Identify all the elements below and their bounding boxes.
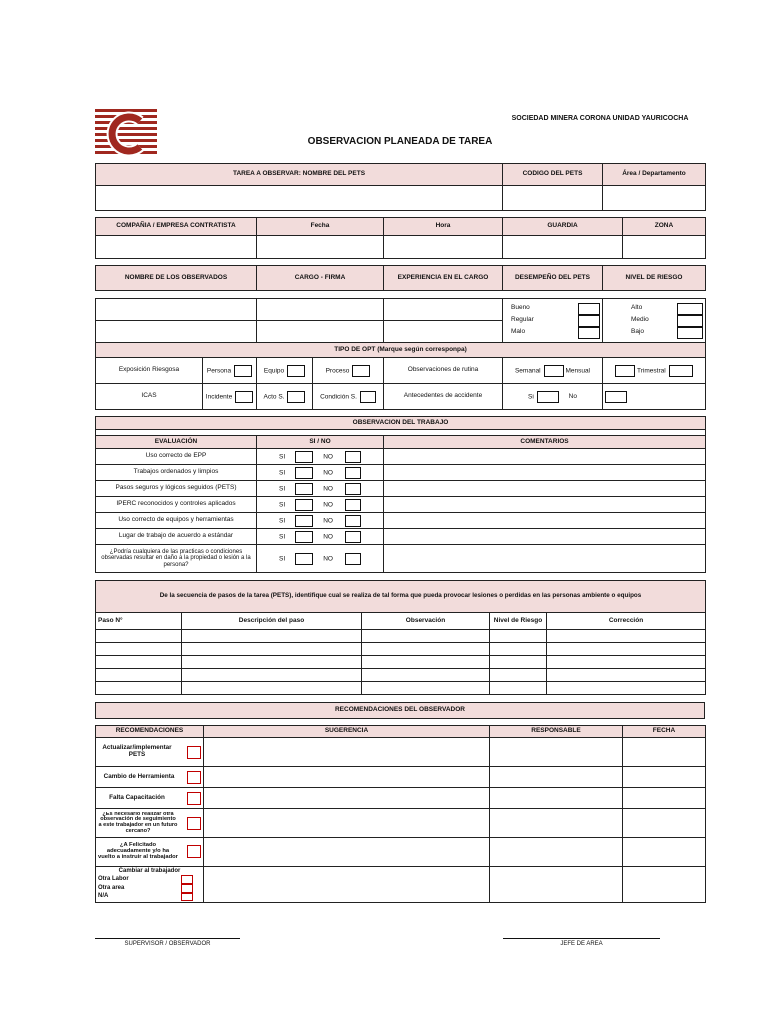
recommendations-title: RECOMENDACIONES DEL OBSERVADOR [96, 703, 705, 719]
table-row [96, 481, 706, 497]
step-cell[interactable] [547, 630, 706, 643]
evaluation-item: Uso correcto de equipos y herramientas [96, 513, 257, 529]
table-row [96, 545, 706, 573]
recommendations-table [95, 725, 706, 903]
experience-field[interactable] [384, 299, 503, 321]
person-label: Persona [206, 367, 232, 375]
yes-no-cell [257, 481, 384, 497]
yes-label: SI [279, 453, 286, 461]
icas-label: ICAS [96, 384, 203, 410]
weekly-label: Semanal [514, 367, 541, 375]
history-options-2 [603, 384, 706, 410]
evaluation-item: IPERC reconocidos y controles aplicados [96, 497, 257, 513]
step-number-header: Paso N° [96, 613, 182, 630]
company-table [95, 217, 706, 259]
table-row [96, 643, 706, 656]
step-correction-header: Corrección [547, 613, 706, 630]
table-row [96, 630, 706, 643]
rec-date-header: FECHA [623, 726, 706, 738]
bad-label: Malo [511, 328, 526, 336]
evaluation-item: Trabajos ordenados y limpios [96, 465, 257, 481]
step-cell[interactable] [490, 656, 547, 669]
history-label: Antecedentes de accidente [384, 384, 503, 410]
yes-label: SI [279, 469, 286, 477]
company-field[interactable] [96, 236, 257, 259]
work-observation-header: OBSERVACION DEL TRABAJO [96, 417, 706, 430]
table-row [96, 809, 706, 838]
recommendation-label: Actualizar/implementar PETS [102, 744, 172, 758]
no-label: NO [323, 469, 333, 477]
responsible-header: RESPONSABLE [490, 726, 623, 738]
yes-no-cell [257, 449, 384, 465]
suggestion-field[interactable] [204, 767, 490, 788]
comment-field[interactable] [384, 545, 706, 573]
incident-checkbox[interactable] [235, 391, 253, 403]
recommendation-checkbox[interactable] [187, 746, 201, 759]
risk-level-header: NIVEL DE RIESGO [603, 266, 706, 291]
evaluation-item: ¿Podría cualquiera de las practicas o condiciones observadas resultar en daño a la propiedad o lesión a la persona? [96, 545, 257, 573]
yes-checkbox[interactable] [295, 553, 313, 565]
responsible-field[interactable] [490, 838, 623, 867]
change-worker-cell [96, 867, 204, 903]
recommendation-checkbox[interactable] [187, 817, 201, 830]
rec-date-field[interactable] [623, 738, 706, 767]
table-row [96, 682, 706, 695]
frequency-options-2 [603, 358, 706, 384]
step-cell[interactable] [362, 643, 490, 656]
process-label: Proceso [325, 367, 350, 375]
history-no-checkbox[interactable] [605, 391, 627, 403]
recommendation-label: Cambio de Herramienta [103, 772, 175, 780]
opt-type-header: TIPO DE OPT (Marque según corresponpa) [96, 343, 706, 358]
comments-header: COMENTARIOS [384, 436, 706, 449]
steps-intro: De la secuencia de pasos de la tarea (PETS), identifique cual se realiza de tal forma que pueda provocar lesiones o perdidas en las personas ambiente o equipos [96, 581, 706, 613]
no-checkbox[interactable] [345, 515, 361, 527]
observed-header-table [95, 265, 706, 291]
step-cell[interactable] [362, 656, 490, 669]
no-checkbox[interactable] [345, 499, 361, 511]
unsafe-condition-label: Condición S. [320, 393, 357, 401]
comment-field[interactable] [384, 481, 706, 497]
yes-no-header: SI / NO [257, 436, 384, 449]
recommendations-header: RECOMENDACIONES [96, 726, 204, 738]
step-cell[interactable] [362, 682, 490, 695]
responsible-field[interactable] [490, 809, 623, 838]
time-header: Hora [384, 218, 503, 236]
task-field[interactable] [96, 186, 503, 211]
high-checkbox[interactable] [677, 303, 703, 315]
table-row [96, 669, 706, 682]
area-chief-signature: JEFE DE AREA [503, 938, 660, 947]
frequency-options [503, 358, 603, 384]
history-no-label: No [568, 393, 577, 401]
recommendation-label: Falta Capacitación [109, 793, 165, 801]
recommendations-title-table [95, 702, 705, 719]
step-observation-header: Observación [362, 613, 490, 630]
no-label: NO [323, 501, 333, 509]
observed-name-field-2[interactable] [96, 321, 257, 343]
regular-label: Regular [511, 316, 534, 324]
evaluation-item: Lugar de trabajo de acuerdo a estándar [96, 529, 257, 545]
suggestion-header: SUGERENCIA [204, 726, 490, 738]
suggestion-field[interactable] [204, 838, 490, 867]
shift-field[interactable] [503, 236, 623, 259]
unsafe-condition-checkbox[interactable] [360, 391, 376, 403]
experience-field-2[interactable] [384, 321, 503, 343]
no-label: NO [323, 453, 333, 461]
yes-no-cell [257, 465, 384, 481]
responsible-field[interactable] [490, 738, 623, 767]
regular-checkbox[interactable] [578, 315, 600, 327]
table-row [96, 767, 706, 788]
yes-label: SI [279, 485, 286, 493]
low-label: Bajo [631, 328, 645, 336]
history-options [503, 384, 603, 410]
monthly-checkbox[interactable] [615, 365, 635, 377]
history-yes-label: Si [528, 393, 534, 401]
no-checkbox[interactable] [345, 483, 361, 495]
yes-no-cell [257, 497, 384, 513]
position-field[interactable] [257, 299, 384, 321]
position-header: CARGO - FIRMA [257, 266, 384, 291]
task-header: TAREA A OBSERVAR: NOMBRE DEL PETS [96, 164, 503, 186]
steps-table [95, 580, 706, 695]
code-header: CODIGO DEL PETS [503, 164, 603, 186]
responsible-field[interactable] [490, 767, 623, 788]
step-cell[interactable] [182, 643, 362, 656]
yes-checkbox[interactable] [295, 499, 313, 511]
work-observation-table [95, 416, 706, 573]
performance-header: DESEMPEÑO DEL PETS [503, 266, 603, 291]
unsafe-act-option [257, 384, 313, 410]
good-label: Bueno [511, 304, 530, 312]
step-cell[interactable] [490, 669, 547, 682]
step-cell[interactable] [96, 669, 182, 682]
change-worker-label: Cambiar al trabajador [118, 868, 181, 875]
observed-table [95, 298, 706, 410]
unsafe-act-checkbox[interactable] [287, 391, 305, 403]
yes-no-cell [257, 545, 384, 573]
history-yes-checkbox[interactable] [537, 391, 559, 403]
yes-checkbox[interactable] [295, 531, 313, 543]
yes-checkbox[interactable] [295, 451, 313, 463]
rec-date-field[interactable] [623, 809, 706, 838]
comment-field[interactable] [384, 513, 706, 529]
yes-checkbox[interactable] [295, 483, 313, 495]
table-row [96, 529, 706, 545]
page-title: OBSERVACION PLANEADA DE TAREA [307, 136, 493, 147]
incident-option [203, 384, 257, 410]
table-row [96, 656, 706, 669]
other-area-checkbox[interactable] [181, 884, 193, 893]
evaluation-header: EVALUACIÓN [96, 436, 257, 449]
responsible-field[interactable] [490, 867, 623, 903]
weekly-checkbox[interactable] [544, 365, 564, 377]
zone-header: ZONA [623, 218, 706, 236]
time-field[interactable] [384, 236, 503, 259]
no-checkbox[interactable] [345, 553, 361, 565]
step-risk-header: Nivel de Riesgo [490, 613, 547, 630]
unsafe-condition-option [313, 384, 384, 410]
no-label: NO [323, 517, 333, 525]
company-header: COMPAÑIA / EMPRESA CONTRATISTA [96, 218, 257, 236]
na-label: N/A [98, 893, 109, 900]
observed-name-header: NOMBRE DE LOS OBSERVADOS [96, 266, 257, 291]
other-area-label: Otra area [98, 884, 125, 891]
table-row [96, 788, 706, 809]
no-label: NO [323, 485, 333, 493]
rec-date-field[interactable] [623, 788, 706, 809]
code-field[interactable] [503, 186, 603, 211]
evaluation-item: Uso correcto de EPP [96, 449, 257, 465]
supervisor-signature: SUPERVISOR / OBSERVADOR [95, 938, 240, 947]
step-cell[interactable] [182, 682, 362, 695]
step-cell[interactable] [547, 682, 706, 695]
table-row [96, 838, 706, 867]
suggestion-field[interactable] [204, 788, 490, 809]
equipment-label: Equipo [263, 367, 285, 375]
step-cell[interactable] [362, 669, 490, 682]
comment-field[interactable] [384, 497, 706, 513]
table-row [96, 867, 706, 903]
quarterly-label: Trimestral [637, 367, 666, 375]
table-row [96, 513, 706, 529]
medium-checkbox[interactable] [677, 315, 703, 327]
process-checkbox[interactable] [352, 365, 370, 377]
recommendation-item [96, 738, 204, 767]
recommendation-item [96, 809, 204, 838]
recommendation-checkbox[interactable] [187, 792, 201, 805]
comment-field[interactable] [384, 529, 706, 545]
no-label: NO [323, 533, 333, 541]
recommendation-label: ¿A Felicitado adecuadamente y/o ha vuelto a instruir al trabajador [98, 842, 178, 860]
step-cell[interactable] [182, 669, 362, 682]
low-checkbox[interactable] [677, 327, 703, 339]
equipment-option [257, 358, 313, 384]
step-description-header: Descripción del paso [182, 613, 362, 630]
step-cell[interactable] [182, 656, 362, 669]
medium-label: Medio [631, 316, 649, 324]
step-cell[interactable] [96, 643, 182, 656]
date-field[interactable] [257, 236, 384, 259]
incident-label: Incidente [205, 393, 233, 401]
step-cell[interactable] [182, 630, 362, 643]
no-label: NO [323, 555, 333, 563]
unsafe-act-label: Acto S. [263, 393, 285, 401]
recommendation-item [96, 838, 204, 867]
person-option [203, 358, 257, 384]
task-table [95, 163, 706, 211]
step-cell[interactable] [96, 630, 182, 643]
step-cell[interactable] [547, 643, 706, 656]
yes-checkbox[interactable] [295, 515, 313, 527]
responsible-field[interactable] [490, 788, 623, 809]
step-cell[interactable] [490, 630, 547, 643]
no-checkbox[interactable] [345, 531, 361, 543]
suggestion-field[interactable] [204, 867, 490, 903]
other-job-checkbox[interactable] [181, 875, 193, 884]
routine-label: Observaciones de rutina [384, 358, 503, 384]
no-checkbox[interactable] [345, 451, 361, 463]
good-checkbox[interactable] [578, 303, 600, 315]
table-row [96, 497, 706, 513]
high-label: Alto [631, 304, 643, 312]
rec-date-field[interactable] [623, 867, 706, 903]
recommendation-label: ¿Es necesario realizar otra observación de seguimiento a este trabajador en un futuro cercano? [98, 811, 178, 834]
yes-label: SI [279, 533, 286, 541]
suggestion-field[interactable] [204, 738, 490, 767]
zone-field[interactable] [623, 236, 706, 259]
recommendation-checkbox[interactable] [187, 845, 201, 858]
company-name: SOCIEDAD MINERA CORONA UNIDAD YAURICOCHA [511, 115, 689, 122]
area-header: Área / Departamento [603, 164, 706, 186]
step-cell[interactable] [547, 669, 706, 682]
rec-date-field[interactable] [623, 838, 706, 867]
person-checkbox[interactable] [234, 365, 252, 377]
equipment-checkbox[interactable] [287, 365, 305, 377]
rec-date-field[interactable] [623, 767, 706, 788]
yes-no-cell [257, 513, 384, 529]
shift-header: GUARDIA [503, 218, 623, 236]
table-row [96, 449, 706, 465]
yes-checkbox[interactable] [295, 467, 313, 479]
step-cell[interactable] [490, 643, 547, 656]
yes-label: SI [279, 555, 286, 563]
other-job-label: Otra Labor [98, 875, 129, 882]
comment-field[interactable] [384, 449, 706, 465]
risk-options [603, 299, 706, 343]
process-option [313, 358, 384, 384]
step-cell[interactable] [96, 682, 182, 695]
step-cell[interactable] [96, 656, 182, 669]
observed-name-field[interactable] [96, 299, 257, 321]
quarterly-checkbox[interactable] [669, 365, 693, 377]
exposure-label: Exposición Riesgosa [96, 358, 203, 384]
na-checkbox[interactable] [181, 893, 193, 901]
no-checkbox[interactable] [345, 467, 361, 479]
step-cell[interactable] [490, 682, 547, 695]
performance-options [503, 299, 603, 343]
step-cell[interactable] [547, 656, 706, 669]
recommendation-item [96, 767, 204, 788]
position-field-2[interactable] [257, 321, 384, 343]
company-logo [95, 107, 157, 159]
evaluation-item: Pasos seguros y lógicos seguidos (PETS) [96, 481, 257, 497]
monthly-label: Mensual [565, 367, 591, 375]
recommendation-checkbox[interactable] [187, 771, 201, 784]
table-row [96, 465, 706, 481]
yes-no-cell [257, 529, 384, 545]
comment-field[interactable] [384, 465, 706, 481]
table-row [96, 738, 706, 767]
bad-checkbox[interactable] [578, 327, 600, 339]
date-header: Fecha [257, 218, 384, 236]
step-cell[interactable] [362, 630, 490, 643]
yes-label: SI [279, 501, 286, 509]
area-field[interactable] [603, 186, 706, 211]
yes-label: SI [279, 517, 286, 525]
recommendation-item [96, 788, 204, 809]
experience-header: EXPERIENCIA EN EL CARGO [384, 266, 503, 291]
suggestion-field[interactable] [204, 809, 490, 838]
